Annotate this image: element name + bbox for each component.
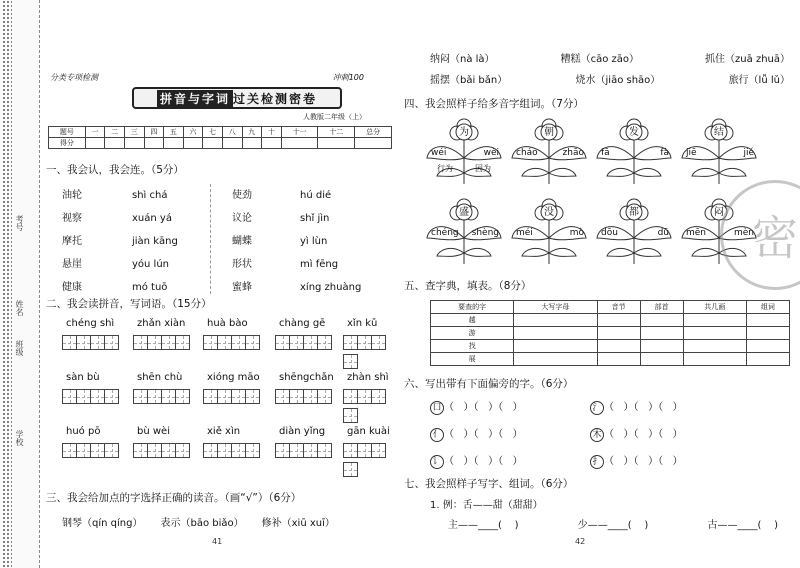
score-header-cell: 十 — [262, 127, 282, 138]
flower — [425, 198, 503, 268]
flower — [595, 118, 673, 188]
score-header-cell: 九 — [242, 127, 262, 138]
q7-example: 1. 例：舌——甜（甜甜） — [430, 500, 543, 511]
word[interactable]: 议论 — [232, 213, 252, 224]
blank-slots[interactable]: （ ）（ ）（ ） — [444, 456, 523, 467]
pinyin-prompt: chàng gē — [279, 318, 326, 329]
dict-cell[interactable] — [683, 314, 746, 327]
dict-cell[interactable] — [597, 340, 640, 353]
dict-header-cell: 要查的字 — [431, 301, 514, 314]
flower-char: 为 — [459, 127, 469, 138]
dict-cell[interactable] — [746, 353, 789, 366]
dict-header-cell: 大写字母 — [514, 301, 597, 314]
pinyin-prompt: xióng māo — [207, 372, 260, 383]
score-cell[interactable] — [124, 138, 144, 149]
pinyin[interactable]: mó tuō — [132, 282, 168, 293]
pinyin[interactable]: jiàn kāng — [132, 236, 178, 247]
answer-box[interactable] — [203, 335, 259, 354]
score-header-cell: 三 — [124, 127, 144, 138]
pinyin[interactable]: shì chá — [132, 190, 168, 201]
dict-cell[interactable] — [746, 314, 789, 327]
answer-box[interactable] — [62, 443, 118, 462]
pinyin[interactable]: xíng zhuàng — [300, 282, 362, 293]
score-cell[interactable] — [144, 138, 164, 149]
q4-title: 四、我会照样子给多音字组词。（7分） — [404, 98, 584, 110]
answer-box[interactable] — [275, 335, 331, 354]
radical-row[interactable] — [430, 398, 523, 415]
dict-cell[interactable] — [514, 340, 597, 353]
q2-title: 二、我会读拼音，写词语。（15分） — [46, 298, 212, 310]
dict-cell[interactable] — [514, 353, 597, 366]
flower-pinyin-right: dū — [657, 228, 669, 238]
pinyin-prompt: sàn bù — [66, 372, 100, 383]
top-row — [430, 50, 790, 65]
flower-word-left[interactable]: 行为 — [437, 164, 453, 173]
score-cell[interactable] — [281, 138, 318, 149]
flower-pinyin-left: jiē — [686, 148, 697, 158]
secret-stamp: 密 — [720, 180, 800, 290]
binding-label: 班级 — [15, 340, 24, 356]
pinyin-prompt: chéng shì — [66, 318, 115, 329]
flower-char: 朝 — [544, 127, 554, 138]
dict-char: 找 — [431, 340, 514, 353]
score-header-cell: 八 — [222, 127, 242, 138]
answer-box[interactable] — [275, 443, 331, 462]
answer-box[interactable] — [343, 443, 394, 481]
blank-slots[interactable]: （ ）（ ）（ ） — [604, 429, 683, 440]
score-header-cell: 四 — [144, 127, 164, 138]
score-header-cell: 题号 — [49, 127, 86, 138]
dict-row — [431, 340, 790, 353]
pinyin-prompt: xǐn kǔ — [347, 318, 378, 329]
q3-items — [62, 514, 335, 529]
flower-pinyin-right: zhāo — [562, 148, 584, 158]
dict-cell[interactable] — [746, 340, 789, 353]
blank-slots[interactable]: （ ）（ ）（ ） — [444, 402, 523, 413]
word[interactable]: 形状 — [232, 259, 252, 270]
pinyin-prompt: shēn chù — [137, 372, 183, 383]
reading-item[interactable]: 纳闷（nà là） — [430, 54, 495, 65]
flower-word-right[interactable]: 因为 — [475, 164, 491, 173]
q1-right-pinyin — [300, 184, 361, 299]
dict-char: 展 — [431, 353, 514, 366]
score-cell[interactable] — [105, 138, 125, 149]
radical-row[interactable] — [590, 398, 683, 415]
flower-char: 没 — [544, 207, 554, 218]
q3-item[interactable]: 钢琴（qín qíng） — [62, 518, 143, 529]
dict-cell[interactable] — [746, 327, 789, 340]
pinyin[interactable]: yì lùn — [300, 236, 328, 247]
page-number: 42 — [575, 537, 586, 546]
pinyin-prompt: shēngchǎn — [279, 372, 334, 383]
word[interactable]: 油轮 — [62, 190, 82, 201]
flower-pinyin-left: mēn — [686, 228, 707, 238]
flower-char: 发 — [629, 127, 639, 138]
q7-title: 七、我会照样子写字、组词。（6分） — [404, 478, 574, 490]
score-cell[interactable] — [203, 138, 223, 149]
word[interactable]: 视察 — [62, 213, 82, 224]
q3-item[interactable]: 表示（bāo biǎo） — [160, 518, 244, 529]
reading-item[interactable]: 烧水（jiāo shāo） — [575, 75, 661, 86]
pinyin-prompt: gān kuài — [347, 426, 390, 437]
dict-header-row — [431, 301, 790, 314]
answer-box[interactable] — [62, 335, 118, 354]
score-header-cell: 二 — [105, 127, 125, 138]
word[interactable]: 健康 — [62, 282, 82, 293]
answer-box[interactable] — [133, 389, 189, 408]
q5-title: 五、查字典，填表。（8分） — [404, 280, 532, 292]
binding-strip — [0, 0, 40, 568]
q3-item[interactable]: 修补（xiū xuī） — [261, 518, 335, 529]
pinyin[interactable]: yóu lún — [132, 259, 170, 270]
series-label: 分类专项检测 — [50, 73, 98, 82]
dict-header-cell: 共几画 — [683, 301, 746, 314]
page-number: 41 — [212, 537, 223, 546]
left-page — [42, 0, 394, 568]
flower — [425, 118, 503, 188]
word[interactable]: 使劲 — [232, 190, 252, 201]
dict-cell[interactable] — [597, 314, 640, 327]
reading-item[interactable]: 摇摆（bǎi bǎn） — [430, 75, 508, 86]
flower-pinyin-left: chéng — [431, 228, 459, 238]
score-cell[interactable] — [355, 138, 392, 149]
radical-row[interactable] — [590, 452, 683, 469]
title-rest: 过关检测密卷 — [233, 91, 318, 106]
answer-box[interactable] — [275, 389, 331, 408]
radical-icon: 扌 — [590, 455, 604, 469]
q7-item[interactable]: 少——____( ) — [577, 520, 649, 531]
dict-cell[interactable] — [514, 327, 597, 340]
flower — [680, 118, 758, 188]
dict-cell[interactable] — [640, 327, 683, 340]
dict-row — [431, 314, 790, 327]
answer-box[interactable] — [62, 389, 118, 408]
dict-cell[interactable] — [683, 340, 746, 353]
word[interactable]: 蝴蝶 — [232, 236, 252, 247]
binding-pattern — [2, 0, 12, 568]
answer-box[interactable] — [203, 443, 259, 462]
score-header-cell: 一 — [85, 127, 105, 138]
dict-cell[interactable] — [640, 314, 683, 327]
dict-cell[interactable] — [683, 353, 746, 366]
edition-label: 人教版二年级（上） — [303, 113, 366, 121]
q7-item[interactable]: 主——____( ) — [448, 520, 519, 531]
page-title — [132, 87, 342, 109]
dict-char: 越 — [431, 314, 514, 327]
flower-pinyin-left: cháo — [516, 148, 538, 158]
pinyin-prompt: huó pō — [66, 426, 101, 437]
score-table — [48, 126, 392, 149]
flower-char: 都 — [629, 207, 639, 218]
blank-slots[interactable]: （ ）（ ）（ ） — [604, 456, 683, 467]
blank-slots[interactable]: （ ）（ ）（ ） — [444, 429, 523, 440]
q7-item-label: 主—— — [448, 520, 478, 531]
pinyin-prompt: zhǎn xiàn — [137, 318, 186, 329]
radical-row[interactable] — [430, 452, 523, 469]
flower-pinyin-right: mò — [569, 228, 584, 238]
word[interactable]: 蜜蜂 — [232, 282, 252, 293]
score-header-cell: 十二 — [318, 127, 355, 138]
score-header-cell: 七 — [203, 127, 223, 138]
q1-left-words — [62, 184, 82, 299]
dict-cell[interactable] — [514, 314, 597, 327]
answer-box[interactable] — [133, 335, 189, 354]
pinyin-prompt: xiě xìn — [207, 426, 241, 437]
flower-char: 盛 — [459, 207, 469, 218]
pinyin-prompt: huà bào — [207, 318, 248, 329]
score-row-label: 得分 — [49, 138, 86, 149]
q3-title: 三、我会给加点的字选择正确的读音。（画“√”）（6分） — [46, 492, 302, 504]
score-cell[interactable] — [318, 138, 355, 149]
flower — [595, 198, 673, 268]
score-cell[interactable] — [183, 138, 203, 149]
dict-cell[interactable] — [597, 327, 640, 340]
answer-box[interactable] — [203, 389, 259, 408]
answer-box[interactable] — [133, 443, 189, 462]
q7-item[interactable]: 古——____( ) — [707, 520, 778, 531]
binding-label: 姓名 — [15, 300, 24, 316]
word[interactable]: 摩托 — [62, 236, 82, 247]
dict-row — [431, 327, 790, 340]
score-row — [49, 138, 392, 149]
word[interactable]: 悬崖 — [62, 259, 82, 270]
top-row — [430, 71, 790, 86]
flower-pinyin-right: jié — [743, 148, 754, 158]
score-cell[interactable] — [242, 138, 262, 149]
answer-box[interactable] — [343, 389, 394, 427]
radical-icon: 亻 — [430, 428, 444, 442]
blank-slots[interactable]: （ ）（ ）（ ） — [604, 402, 683, 413]
pinyin[interactable]: mì fēng — [300, 259, 339, 270]
radical-icon: 口 — [430, 401, 444, 415]
dict-header-cell: 组词 — [746, 301, 789, 314]
flower — [510, 198, 588, 268]
target-label: 冲刺100 — [332, 73, 364, 82]
right-page — [400, 0, 798, 568]
dict-cell[interactable] — [640, 340, 683, 353]
flower-pinyin-right: wèi — [483, 148, 499, 158]
q6-title: 六、写出带有下面偏旁的字。（6分） — [404, 378, 574, 390]
q1-divider — [210, 184, 211, 294]
flower-pinyin-left: fā — [601, 148, 610, 158]
flower-pinyin-right: shèng — [471, 228, 499, 238]
score-header-cell: 五 — [164, 127, 184, 138]
score-header-cell: 十一 — [281, 127, 318, 138]
score-header-cell: 总分 — [355, 127, 392, 138]
dict-cell[interactable] — [683, 327, 746, 340]
q1-left-pinyin — [132, 184, 178, 299]
reading-item[interactable]: 抓住（zuā zhuā） — [705, 54, 790, 65]
pinyin-prompt: zhàn shì — [347, 372, 389, 383]
radical-icon: 木 — [590, 428, 604, 442]
score-header-row — [49, 127, 392, 138]
radical-icon: 讠 — [430, 455, 444, 469]
pinyin-prompt: bù wèi — [137, 426, 170, 437]
dict-header-cell: 音节 — [597, 301, 640, 314]
flower-char: 结 — [714, 127, 724, 138]
dict-char: 游 — [431, 327, 514, 340]
flower-pinyin-right: mèn — [733, 228, 754, 238]
binding-label: 学校 — [15, 430, 24, 446]
answer-box[interactable] — [343, 335, 394, 373]
q7-items — [448, 516, 778, 531]
dictionary-table — [430, 300, 790, 366]
reading-item[interactable]: 旅行（lǚ lǔ） — [728, 75, 790, 86]
flower-pinyin-left: wéi — [431, 148, 447, 158]
radical-row[interactable] — [430, 425, 523, 442]
binding-label: 考号 — [15, 215, 24, 231]
score-cell[interactable] — [262, 138, 282, 149]
dict-cell[interactable] — [640, 353, 683, 366]
q1-title: 一、我会认，我会连。（5分） — [46, 164, 184, 176]
flower-pinyin-left: méi — [516, 228, 533, 238]
radical-row[interactable] — [590, 425, 683, 442]
dict-row — [431, 353, 790, 366]
dict-cell[interactable] — [597, 353, 640, 366]
score-header-cell: 六 — [183, 127, 203, 138]
radical-icon: 氵 — [590, 401, 604, 415]
pinyin[interactable]: xuán yá — [132, 213, 172, 224]
flower — [510, 118, 588, 188]
title-highlight: 拼音与字词 — [157, 90, 233, 107]
score-cell[interactable] — [85, 138, 105, 149]
q7-item-label: 少—— — [577, 520, 608, 531]
pinyin-prompt: diàn yǐng — [279, 426, 326, 437]
score-cell[interactable] — [222, 138, 242, 149]
flower-char: 闷 — [714, 207, 724, 218]
dict-header-cell: 部首 — [640, 301, 683, 314]
pinyin[interactable]: hú dié — [300, 190, 332, 201]
flower-pinyin-left: dōu — [601, 228, 618, 238]
q7-item-label: 古—— — [707, 520, 738, 531]
flower-pinyin-right: fà — [660, 148, 669, 158]
score-cell[interactable] — [164, 138, 184, 149]
reading-item[interactable]: 糟糕（cāo zāo） — [560, 54, 640, 65]
q1-right-words — [232, 184, 252, 299]
pinyin[interactable]: shǐ jìn — [300, 213, 330, 224]
